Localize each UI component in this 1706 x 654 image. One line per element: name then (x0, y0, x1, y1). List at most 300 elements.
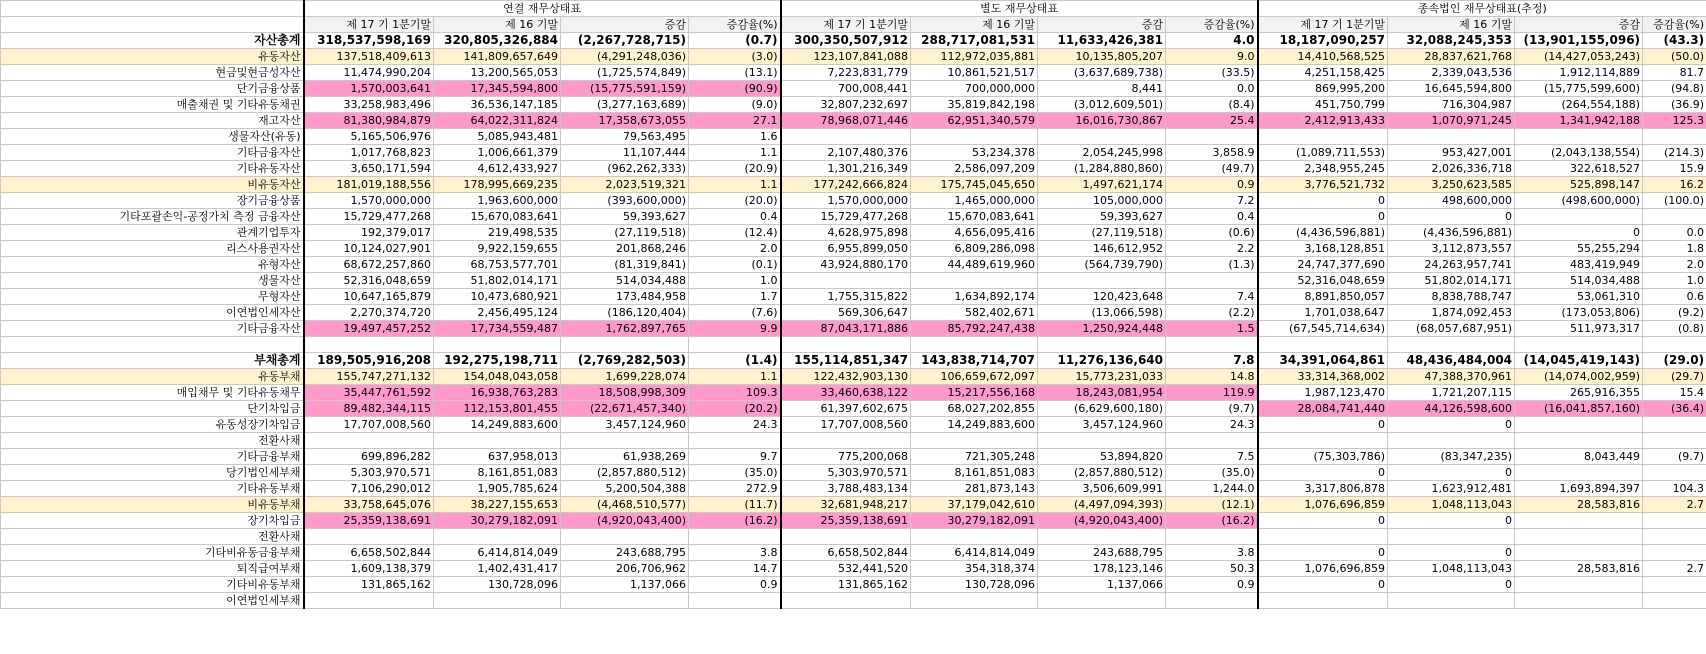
table-cell: (4,468,510,577) (561, 497, 689, 513)
table-cell: 15,729,477,268 (781, 209, 911, 225)
table-cell: 61,397,602,675 (781, 401, 911, 417)
table-cell (781, 273, 911, 289)
table-cell: 1,402,431,417 (434, 561, 561, 577)
table-cell: (214.3) (1643, 145, 1706, 161)
table-cell: 28,837,621,768 (1388, 49, 1515, 65)
table-cell: 0.9 (1166, 177, 1258, 193)
table-cell (304, 433, 434, 449)
table-cell: 1,137,066 (561, 577, 689, 593)
table-cell (1258, 529, 1388, 545)
table-cell: (3.0) (689, 49, 781, 65)
table-cell: 4,628,975,898 (781, 225, 911, 241)
table-cell: 52,316,048,659 (1258, 273, 1388, 289)
row-label: 기타포괄손익-공정가치 측정 금융자산 (1, 209, 304, 225)
table-cell: 37,179,042,610 (911, 497, 1038, 513)
table-cell (1643, 513, 1706, 529)
table-cell: 243,688,795 (1038, 545, 1166, 561)
table-cell: 4,251,158,425 (1258, 65, 1388, 81)
table-cell: 155,114,851,347 (781, 353, 911, 369)
table-cell: 30,279,182,091 (434, 513, 561, 529)
table-cell: (14,427,053,243) (1515, 49, 1643, 65)
table-cell: 1.1 (689, 177, 781, 193)
table-cell: 24.3 (1166, 417, 1258, 433)
table-cell: 582,402,671 (911, 305, 1038, 321)
table-cell: (15,775,599,600) (1515, 81, 1643, 97)
table-cell (1515, 577, 1643, 593)
table-cell: 2.7 (1643, 497, 1706, 513)
table-cell: 1,137,066 (1038, 577, 1166, 593)
table-cell: (0.6) (1166, 225, 1258, 241)
table-cell: 1,465,000,000 (911, 193, 1038, 209)
table-cell: 177,242,666,824 (781, 177, 911, 193)
table-cell (911, 593, 1038, 609)
table-row (1, 369, 1706, 385)
table-cell: (2,769,282,503) (561, 353, 689, 369)
table-cell: 35,447,761,592 (304, 385, 434, 401)
table-cell: 25,359,138,691 (781, 513, 911, 529)
table-row (1, 385, 1706, 401)
table-cell: 11,633,426,381 (1038, 33, 1166, 49)
table-cell: 8,891,850,057 (1258, 289, 1388, 305)
row-label: 기타유동부채 (1, 481, 304, 497)
table-cell: 131,865,162 (304, 577, 434, 593)
table-cell: 9.0 (1166, 49, 1258, 65)
row-label: 전환사채 (1, 529, 304, 545)
table-cell: 155,747,271,132 (304, 369, 434, 385)
table-cell: 3,776,521,732 (1258, 177, 1388, 193)
table-cell: (264,554,188) (1515, 97, 1643, 113)
table-cell (1388, 337, 1515, 353)
table-cell: 721,305,248 (911, 449, 1038, 465)
table-cell: 68,753,577,701 (434, 257, 561, 273)
table-cell: 61,938,269 (561, 449, 689, 465)
table-cell: 6,414,814,049 (434, 545, 561, 561)
table-row (1, 305, 1706, 321)
table-cell (1643, 417, 1706, 433)
table-cell: (68,057,687,951) (1388, 321, 1515, 337)
table-cell: 451,750,799 (1258, 97, 1388, 113)
table-cell (689, 529, 781, 545)
table-cell: 17,345,594,800 (434, 81, 561, 97)
table-cell: (27,119,518) (561, 225, 689, 241)
table-cell: 59,393,627 (1038, 209, 1166, 225)
table-cell (1643, 593, 1706, 609)
table-cell: 1.1 (689, 369, 781, 385)
group-header-consolidated: 연결 재무상태표 (304, 1, 781, 17)
table-cell: 10,473,680,921 (434, 289, 561, 305)
row-label: 퇴직급여부채 (1, 561, 304, 577)
table-cell: 33,258,983,496 (304, 97, 434, 113)
table-cell: (36.4) (1643, 401, 1706, 417)
table-row (1, 545, 1706, 561)
table-cell: 6,414,814,049 (911, 545, 1038, 561)
row-label: 무형자산 (1, 289, 304, 305)
table-row (1, 97, 1706, 113)
table-cell: 2.2 (1166, 241, 1258, 257)
table-row (1, 417, 1706, 433)
column-header-previous: 제 16 기말 (911, 17, 1038, 33)
table-cell: 4.0 (1166, 33, 1258, 49)
table-cell: 122,432,903,130 (781, 369, 911, 385)
table-cell: 36,536,147,185 (434, 97, 561, 113)
table-cell: (13,066,598) (1038, 305, 1166, 321)
table-cell: 1,762,897,765 (561, 321, 689, 337)
table-cell: 17,707,008,560 (781, 417, 911, 433)
table-cell (1643, 529, 1706, 545)
table-cell (1166, 337, 1258, 353)
table-cell (1643, 577, 1706, 593)
table-cell: 192,275,198,711 (434, 353, 561, 369)
table-row (1, 49, 1706, 65)
table-cell: 1,609,138,379 (304, 561, 434, 577)
table-cell: (29.0) (1643, 353, 1706, 369)
table-cell: 44,489,619,960 (911, 257, 1038, 273)
table-cell: 2,586,097,209 (911, 161, 1038, 177)
table-cell: 17,707,008,560 (304, 417, 434, 433)
table-cell: 201,868,246 (561, 241, 689, 257)
column-header-previous: 제 16 기말 (1388, 17, 1515, 33)
row-label: 리스사용권자산 (1, 241, 304, 257)
table-cell: 1,755,315,822 (781, 289, 911, 305)
table-cell: 53,894,820 (1038, 449, 1166, 465)
table-cell: (1,284,880,860) (1038, 161, 1166, 177)
table-cell: 105,000,000 (1038, 193, 1166, 209)
row-label: 현금및현금성자산 (1, 65, 304, 81)
table-cell: (2,857,880,512) (561, 465, 689, 481)
table-cell: 1,987,123,470 (1258, 385, 1388, 401)
row-label: 유동부채 (1, 369, 304, 385)
table-cell: (20.0) (689, 193, 781, 209)
table-cell: 30,279,182,091 (911, 513, 1038, 529)
table-cell: 6,955,899,050 (781, 241, 911, 257)
table-cell: 24,747,377,690 (1258, 257, 1388, 273)
row-label: 비유동부채 (1, 497, 304, 513)
table-cell: (33.5) (1166, 65, 1258, 81)
table-cell: (22,671,457,340) (561, 401, 689, 417)
row-label: 장기차입금 (1, 513, 304, 529)
table-cell: 0 (1258, 465, 1388, 481)
table-row (1, 353, 1706, 369)
table-cell: 0.4 (689, 209, 781, 225)
table-cell: 4,612,433,927 (434, 161, 561, 177)
table-cell: (67,545,714,634) (1258, 321, 1388, 337)
table-cell: 2,412,913,433 (1258, 113, 1388, 129)
table-cell: (4,291,248,036) (561, 49, 689, 65)
table-cell (561, 593, 689, 609)
table-cell: 48,436,484,004 (1388, 353, 1515, 369)
table-cell: (1.3) (1166, 257, 1258, 273)
table-row (1, 81, 1706, 97)
table-row (1, 193, 1706, 209)
table-cell: 1.5 (1166, 321, 1258, 337)
table-cell: 0.0 (1643, 225, 1706, 241)
table-cell: 1,912,114,889 (1515, 65, 1643, 81)
table-cell: 1.8 (1643, 241, 1706, 257)
table-cell: 0 (1258, 193, 1388, 209)
table-cell: (0.8) (1643, 321, 1706, 337)
table-cell: 15,670,083,641 (911, 209, 1038, 225)
table-cell: 24,263,957,741 (1388, 257, 1515, 273)
row-label: 생물자산 (1, 273, 304, 289)
table-cell: (186,120,404) (561, 305, 689, 321)
table-cell: (27,119,518) (1038, 225, 1166, 241)
table-cell: 0 (1388, 545, 1515, 561)
table-cell: 131,865,162 (781, 577, 911, 593)
table-cell: 85,792,247,438 (911, 321, 1038, 337)
table-cell (1515, 129, 1643, 145)
row-label: 전환사채 (1, 433, 304, 449)
table-cell: 869,995,200 (1258, 81, 1388, 97)
table-cell: 8,441 (1038, 81, 1166, 97)
table-row (1, 481, 1706, 497)
row-label: 단기금융상품 (1, 81, 304, 97)
table-cell: 1,623,912,481 (1388, 481, 1515, 497)
table-cell: 0 (1388, 209, 1515, 225)
row-label: 유동자산 (1, 49, 304, 65)
table-cell: 2,023,519,321 (561, 177, 689, 193)
table-cell: 15,729,477,268 (304, 209, 434, 225)
table-cell: 637,958,013 (434, 449, 561, 465)
table-cell: 2,107,480,376 (781, 145, 911, 161)
table-cell: 1.1 (689, 145, 781, 161)
table-cell: (173,053,806) (1515, 305, 1643, 321)
table-cell: 1,905,785,624 (434, 481, 561, 497)
table-cell: (1,725,574,849) (561, 65, 689, 81)
table-cell: 5,303,970,571 (304, 465, 434, 481)
table-cell: 16,016,730,867 (1038, 113, 1166, 129)
table-cell: (90.9) (689, 81, 781, 97)
table-cell: 5,200,504,388 (561, 481, 689, 497)
table-cell: 219,498,535 (434, 225, 561, 241)
table-cell: 14,249,883,600 (434, 417, 561, 433)
table-cell: 3,168,128,851 (1258, 241, 1388, 257)
table-cell: 112,153,801,455 (434, 401, 561, 417)
table-cell: 87,043,171,886 (781, 321, 911, 337)
table-cell: (94.8) (1643, 81, 1706, 97)
table-cell: 1,963,600,000 (434, 193, 561, 209)
table-cell: 178,995,669,235 (434, 177, 561, 193)
table-cell: 6,658,502,844 (781, 545, 911, 561)
table-cell: 3,317,806,878 (1258, 481, 1388, 497)
table-cell: 10,861,521,517 (911, 65, 1038, 81)
column-header-change: 증감 (1038, 17, 1166, 33)
table-cell: (13.1) (689, 65, 781, 81)
table-cell: 18,508,998,309 (561, 385, 689, 401)
table-row (1, 289, 1706, 305)
table-cell: (3,277,163,689) (561, 97, 689, 113)
table-cell (1166, 593, 1258, 609)
table-cell: 265,916,355 (1515, 385, 1643, 401)
table-row (1, 497, 1706, 513)
column-header-empty (1, 17, 304, 33)
table-cell: (6,629,600,180) (1038, 401, 1166, 417)
table-row (1, 401, 1706, 417)
table-cell (911, 129, 1038, 145)
table-cell (434, 529, 561, 545)
table-cell (1515, 593, 1643, 609)
column-header-change: 증감 (1515, 17, 1643, 33)
table-cell: 64,022,311,824 (434, 113, 561, 129)
table-cell: 35,819,842,198 (911, 97, 1038, 113)
table-cell (911, 433, 1038, 449)
table-cell: 318,537,598,169 (304, 33, 434, 49)
table-cell (1166, 129, 1258, 145)
table-cell: 700,000,000 (911, 81, 1038, 97)
table-row (1, 593, 1706, 609)
table-cell (1515, 337, 1643, 353)
table-cell: (564,739,790) (1038, 257, 1166, 273)
table-cell: 2.0 (689, 241, 781, 257)
table-cell: 28,583,816 (1515, 561, 1643, 577)
table-cell: 2,054,245,998 (1038, 145, 1166, 161)
table-cell: 27.1 (689, 113, 781, 129)
table-cell: 125.3 (1643, 113, 1706, 129)
row-label: 당기법인세부채 (1, 465, 304, 481)
table-row (1, 33, 1706, 49)
table-cell (1515, 513, 1643, 529)
table-cell: 141,809,657,649 (434, 49, 561, 65)
table-cell (1038, 273, 1166, 289)
row-label: 기타비유동부채 (1, 577, 304, 593)
table-cell: 514,034,488 (561, 273, 689, 289)
row-label: 유형자산 (1, 257, 304, 273)
table-cell: 123,107,841,088 (781, 49, 911, 65)
table-cell: 0 (1258, 417, 1388, 433)
table-cell: 0.9 (689, 577, 781, 593)
table-cell: 154,048,043,058 (434, 369, 561, 385)
table-cell: 1,570,000,000 (781, 193, 911, 209)
group-header-empty (1, 1, 304, 17)
table-cell: 3,650,171,594 (304, 161, 434, 177)
table-cell: 0 (1388, 465, 1515, 481)
table-cell (781, 337, 911, 353)
table-cell: 50.3 (1166, 561, 1258, 577)
table-cell (1388, 593, 1515, 609)
table-cell: 32,681,948,217 (781, 497, 911, 513)
table-cell: (1.4) (689, 353, 781, 369)
table-cell: (3,637,689,738) (1038, 65, 1166, 81)
table-cell: (20.9) (689, 161, 781, 177)
table-cell (1515, 545, 1643, 561)
table-cell: 1,701,038,647 (1258, 305, 1388, 321)
table-cell: 14.7 (689, 561, 781, 577)
table-cell: 106,659,672,097 (911, 369, 1038, 385)
row-label: 생물자산(유동) (1, 129, 304, 145)
table-cell: 0 (1258, 545, 1388, 561)
table-cell: 1,497,621,174 (1038, 177, 1166, 193)
table-cell: 514,034,488 (1515, 273, 1643, 289)
table-cell: 15,217,556,168 (911, 385, 1038, 401)
table-cell: (13,901,155,096) (1515, 33, 1643, 49)
row-label: 재고자산 (1, 113, 304, 129)
table-cell: (75,303,786) (1258, 449, 1388, 465)
table-cell: 8,161,851,083 (911, 465, 1038, 481)
table-cell: 6,658,502,844 (304, 545, 434, 561)
table-cell: 498,600,000 (1388, 193, 1515, 209)
table-cell (1643, 129, 1706, 145)
column-header-rate: 증감율(%) (1166, 17, 1258, 33)
table-cell: 55,255,294 (1515, 241, 1643, 257)
group-header-subsidiary: 종속법인 재무상태표(추정) (1258, 1, 1706, 17)
table-cell: 10,124,027,901 (304, 241, 434, 257)
table-cell: 0 (1515, 225, 1643, 241)
table-cell: 7.8 (1166, 353, 1258, 369)
table-cell: 189,505,916,208 (304, 353, 434, 369)
table-cell (689, 593, 781, 609)
table-cell: 775,200,068 (781, 449, 911, 465)
table-cell: 175,745,045,650 (911, 177, 1038, 193)
table-cell: 18,243,081,954 (1038, 385, 1166, 401)
table-cell: 43,924,880,170 (781, 257, 911, 273)
column-header-current: 제 17 기 1분기말 (1258, 17, 1388, 33)
table-cell: (15,775,591,159) (561, 81, 689, 97)
table-cell (781, 593, 911, 609)
table-cell: 11,474,990,204 (304, 65, 434, 81)
table-cell: 0.4 (1166, 209, 1258, 225)
table-row (1, 241, 1706, 257)
column-header-change: 증감 (561, 17, 689, 33)
table-cell (1515, 433, 1643, 449)
table-cell: (9.0) (689, 97, 781, 113)
table-cell (1388, 529, 1515, 545)
table-cell: (1,089,711,553) (1258, 145, 1388, 161)
table-row (1, 513, 1706, 529)
table-cell: 1.0 (1643, 273, 1706, 289)
table-cell (1388, 129, 1515, 145)
row-label: 관계기업투자 (1, 225, 304, 241)
table-cell: 1,693,894,397 (1515, 481, 1643, 497)
table-cell: 120,423,648 (1038, 289, 1166, 305)
table-cell: 288,717,081,531 (911, 33, 1038, 49)
table-cell (781, 433, 911, 449)
table-cell: 38,227,155,653 (434, 497, 561, 513)
table-cell: (498,600,000) (1515, 193, 1643, 209)
table-cell (1643, 465, 1706, 481)
column-header-row (1, 17, 1706, 33)
table-cell: (14,045,419,143) (1515, 353, 1643, 369)
table-row (1, 561, 1706, 577)
table-cell: 16,645,594,800 (1388, 81, 1515, 97)
row-label: 비유동자산 (1, 177, 304, 193)
table-row (1, 65, 1706, 81)
table-cell: 7.2 (1166, 193, 1258, 209)
table-cell (434, 433, 561, 449)
table-cell: 33,460,638,122 (781, 385, 911, 401)
table-cell (561, 337, 689, 353)
table-cell: (3,012,609,501) (1038, 97, 1166, 113)
table-row (1, 161, 1706, 177)
table-cell (1388, 433, 1515, 449)
table-cell: 143,838,714,707 (911, 353, 1038, 369)
table-cell: 281,873,143 (911, 481, 1038, 497)
row-label: 단기차입금 (1, 401, 304, 417)
table-cell: 104.3 (1643, 481, 1706, 497)
table-cell: (7.6) (689, 305, 781, 321)
table-cell: (2,043,138,554) (1515, 145, 1643, 161)
table-cell: 15,670,083,641 (434, 209, 561, 225)
table-cell: 53,234,378 (911, 145, 1038, 161)
table-cell: 1,048,113,043 (1388, 497, 1515, 513)
column-header-current: 제 17 기 1분기말 (304, 17, 434, 33)
table-cell: 2,270,374,720 (304, 305, 434, 321)
table-cell: 569,306,647 (781, 305, 911, 321)
table-cell: 16,938,763,283 (434, 385, 561, 401)
table-cell: (0.7) (689, 33, 781, 49)
table-cell: 8,838,788,747 (1388, 289, 1515, 305)
table-cell: (35.0) (689, 465, 781, 481)
table-cell: 68,672,257,860 (304, 257, 434, 273)
table-cell: 25,359,138,691 (304, 513, 434, 529)
